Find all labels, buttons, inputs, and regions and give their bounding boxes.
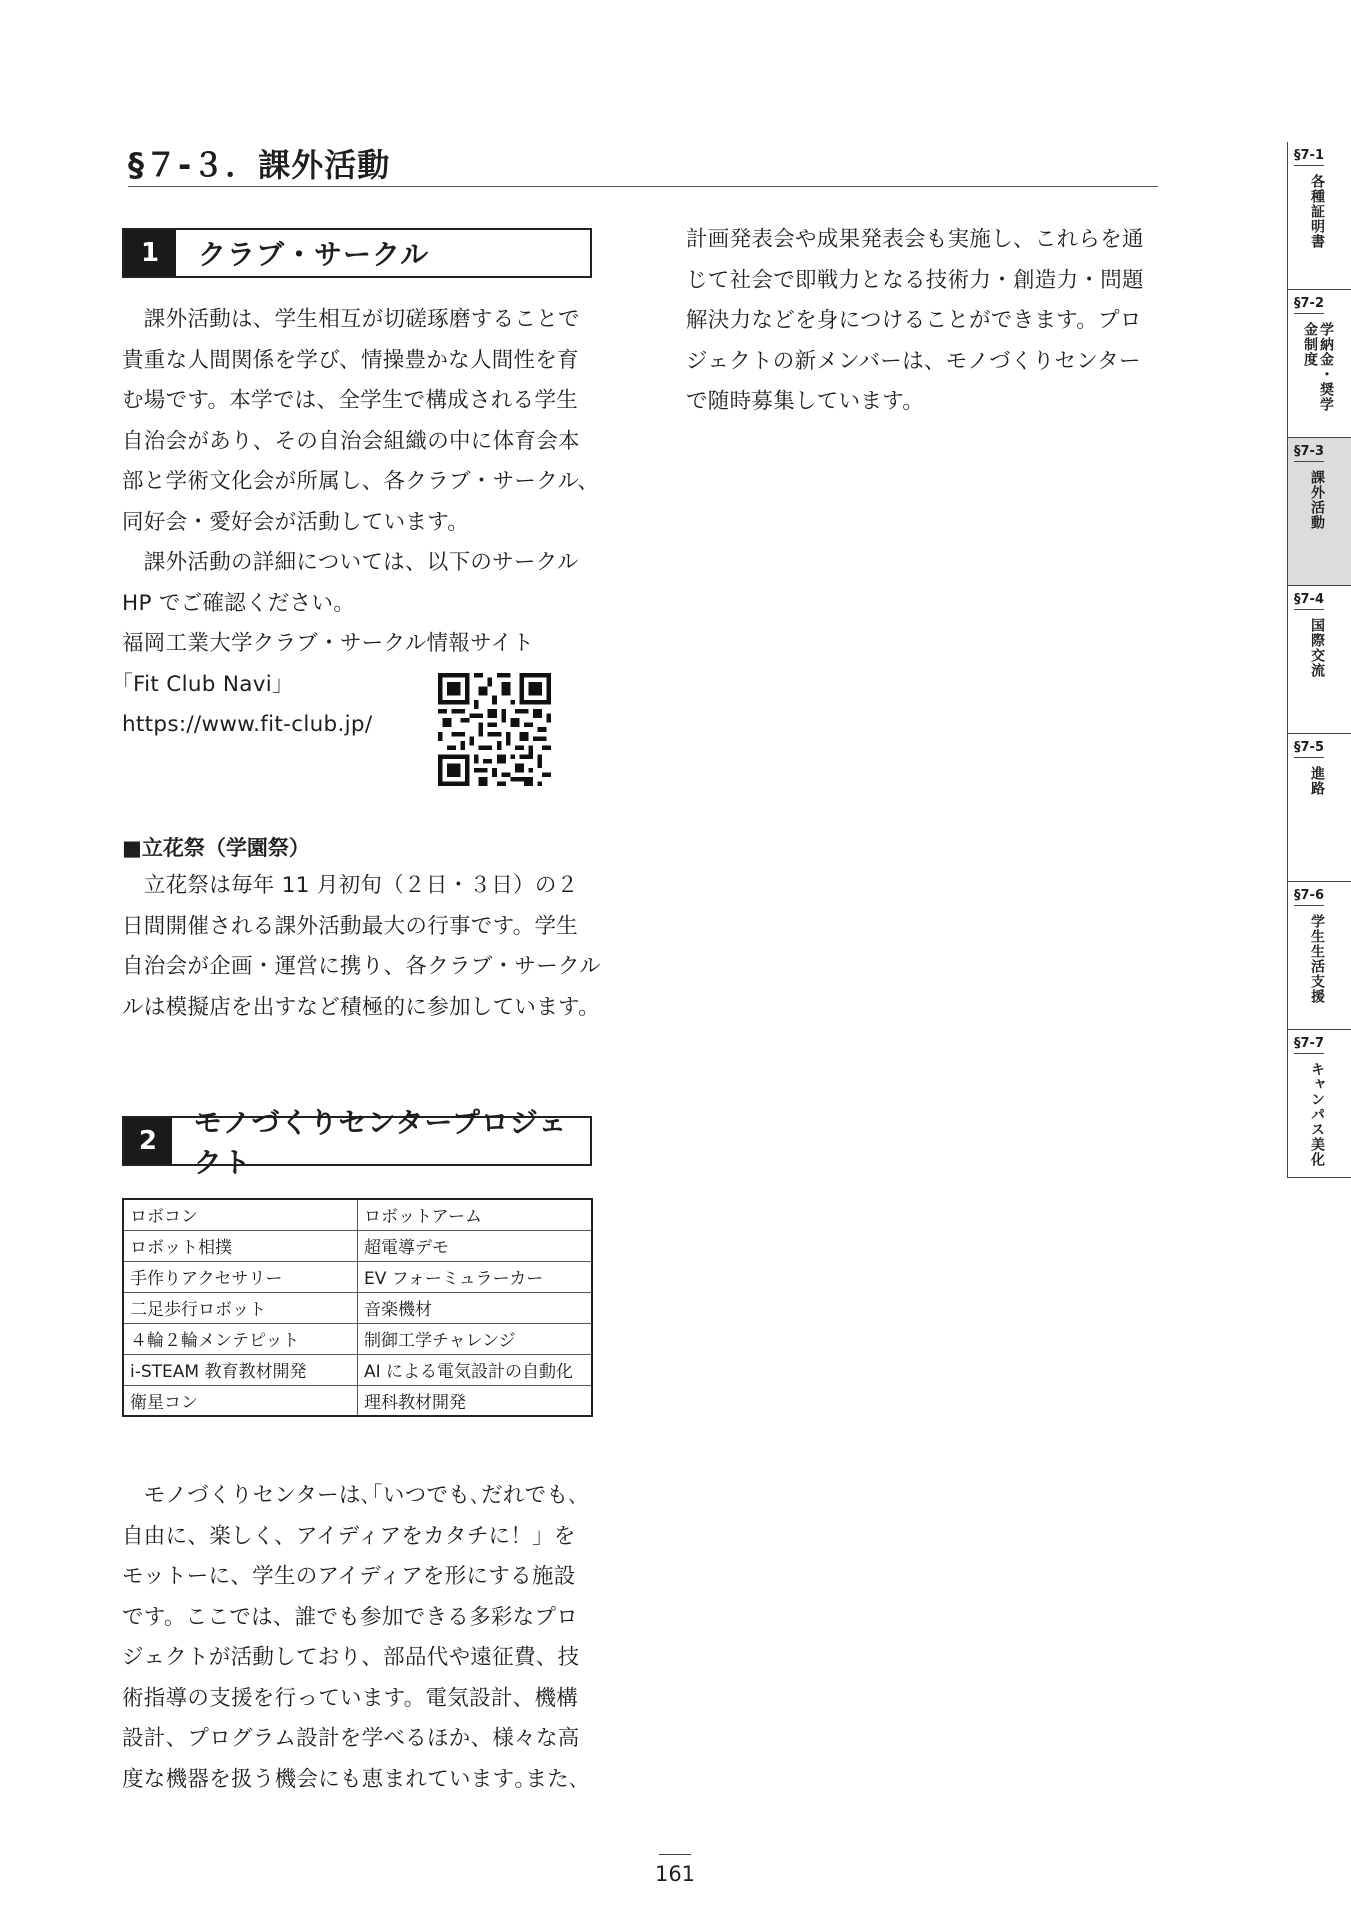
side-tab-7-5[interactable] (1288, 734, 1351, 882)
table-cell: EV フォーミュラーカー (358, 1261, 593, 1292)
project-table (122, 1198, 593, 1417)
side-tab-7-1[interactable] (1288, 142, 1351, 290)
page-number: 161 (654, 1862, 696, 1886)
table-cell: ロボットアーム (358, 1199, 593, 1230)
tab-code: §7-7 (1294, 1036, 1324, 1054)
table-cell: ４輪２輪メンテピット (123, 1323, 358, 1354)
table-row (123, 1323, 592, 1354)
section-1-number: 1 (124, 230, 176, 276)
tab-code: §7-5 (1294, 740, 1324, 758)
tab-code: §7-4 (1294, 592, 1324, 610)
tab-code: §7-3 (1294, 444, 1324, 462)
table-cell: i-STEAM 教育教材開発 (123, 1354, 358, 1385)
qr-code-icon (438, 673, 551, 786)
table-cell: 制御工学チャレンジ (358, 1323, 593, 1354)
table-cell: ロボット相撲 (123, 1230, 358, 1261)
section-2-number: 2 (124, 1118, 172, 1164)
side-tab-7-4[interactable] (1288, 586, 1351, 734)
page-title: §７‑３．課外活動 (128, 146, 391, 184)
table-cell: 手作りアクセサリー (123, 1261, 358, 1292)
section-2-body: モノづくりセンターは､｢いつでも､だれでも､ 自由に、楽しく、アイディアをカタチに！」を モットーに、学生のアイディアを形にする施設 です。ここでは、誰でも参加できる多彩なプロ ジェクトが活動しており、部品代や遠征費、技 術指導の支援を行っています。電気設計、機構 設計、プログラム設計を学べるほか、様々な高 度な機器を扱う機会にも恵まれています｡また､ (122, 1483, 581, 1792)
table-cell: 衛星コン (123, 1385, 358, 1416)
festival-heading: ■立花祭（学園祭） (122, 836, 310, 860)
festival-body: 立花祭は毎年 11 月初旬（２日・３日）の２ 日間開催される課外活動最大の行事です。学生 自治会が企画・運営に携り、各クラブ・サークル ルは模擬店を出すなど積極的に参加しています。 (122, 873, 601, 1020)
side-tab-7-2[interactable] (1288, 290, 1351, 438)
table-row (123, 1261, 592, 1292)
section-2-heading (122, 1106, 592, 1179)
section-2-title: モノづくりセンタープロジェクト (193, 1106, 568, 1179)
side-tab-7-7[interactable] (1288, 1030, 1351, 1178)
tab-code: §7-1 (1294, 148, 1324, 166)
table-cell: AI による電気設計の自動化 (358, 1354, 593, 1385)
tab-code: §7-6 (1294, 888, 1324, 906)
side-nav (1287, 142, 1351, 1178)
table-row (123, 1199, 592, 1230)
section-1-heading (122, 228, 592, 278)
table-cell: 二足歩行ロボット (123, 1292, 358, 1323)
tab-label: 国際交流 (1309, 618, 1325, 678)
tab-label: 各種証明書 (1309, 174, 1325, 249)
tab-label: 学生生活支援 (1309, 914, 1325, 1004)
table-cell: 超電導デモ (358, 1230, 593, 1261)
table-row (123, 1292, 592, 1323)
table-row (123, 1385, 592, 1416)
table-row (123, 1354, 592, 1385)
tab-label: キャンパス美化 (1309, 1062, 1325, 1167)
table-cell: 理科教材開発 (358, 1385, 593, 1416)
section-1-body: 課外活動は、学生相互が切磋琢磨することで 貴重な人間関係を学び、情操豊かな人間性を育 む場です。本学では、全学生で構成される学生 自治会があり、その自治会組織の中に体育会本 部と学術文化会が所属し、各クラブ・サークル、 同好会・愛好会が活動しています。 課外活動の詳細については、以下のサークル HP でご確認ください。 福岡工業大学クラブ・サークル情報サイト ｢Fit Club Navi｣ https://www.fit-club.jp/ (122, 307, 600, 737)
section-2-body-continued: 計画発表会や成果発表会も実施し、これらを通 じて社会で即戦力となる技術力・創造力・問題 解決力などを身につけることができます。プロ ジェクトの新メンバーは、モノづくりセンター で随時募集しています。 (686, 227, 1144, 414)
tab-label: 学納金・奨学金制度 (1302, 322, 1334, 412)
tab-code: §7-2 (1294, 296, 1324, 314)
tab-label: 課外活動 (1309, 470, 1325, 530)
side-tab-7-3[interactable] (1288, 438, 1351, 586)
table-row (123, 1230, 592, 1261)
side-tab-7-6[interactable] (1288, 882, 1351, 1030)
title-divider (128, 186, 1158, 187)
page-number-rule (659, 1854, 691, 1855)
table-cell: ロボコン (123, 1199, 358, 1230)
tab-label: 進路 (1309, 766, 1325, 796)
table-cell: 音楽機材 (358, 1292, 593, 1323)
section-1-title: クラブ・サークル (198, 238, 430, 271)
